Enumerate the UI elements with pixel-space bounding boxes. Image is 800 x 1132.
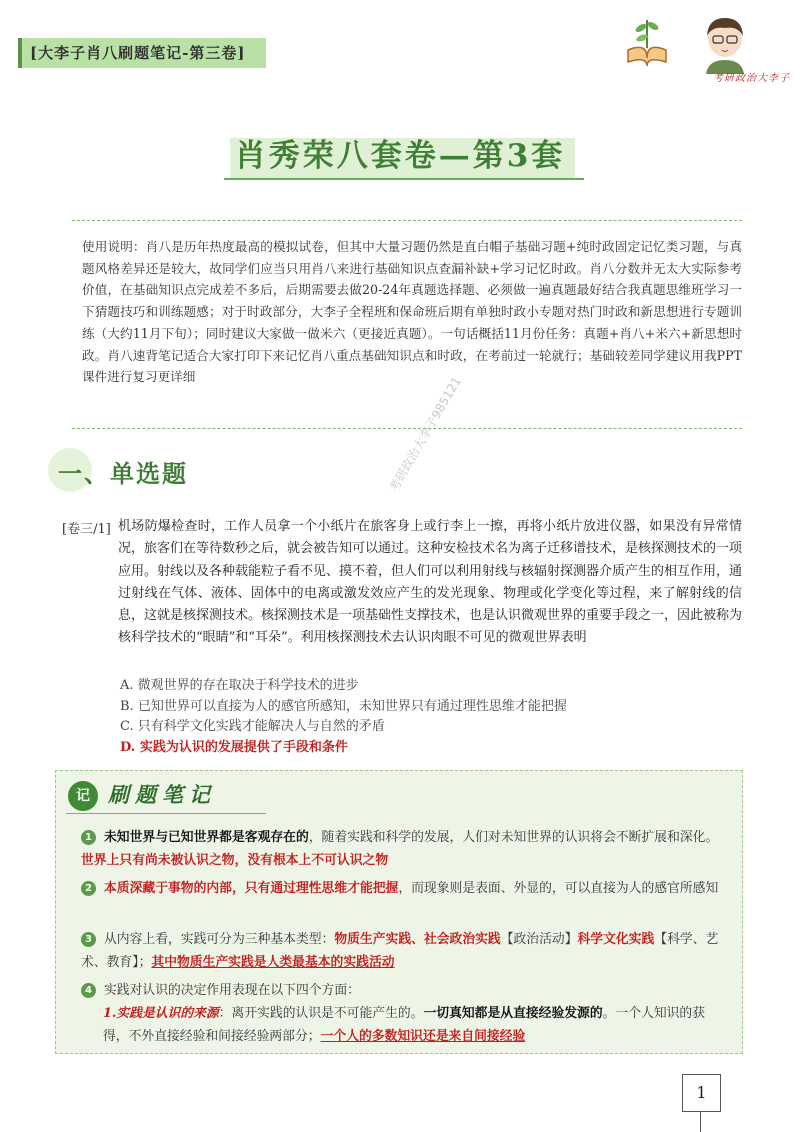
- option-b: B. 已知世界可以直接为人的感官所感知，未知世界只有通过理性思维才能把握: [120, 698, 567, 714]
- note-2-highlight: 本质深藏于事物的内部，只有通过理性思维才能把握: [104, 881, 399, 896]
- note-1-text: ，随着实践和科学的发展，人们对未知世界的认识将会不断扩展和深化。: [308, 830, 719, 845]
- note-4-text: 实践对认识的决定作用表现在以下四个方面：: [104, 983, 360, 998]
- note-item-3: [81, 929, 726, 974]
- option-c: C. 只有科学文化实践才能解决人与自然的矛盾: [120, 719, 385, 734]
- number-3-icon: 3: [81, 932, 96, 947]
- brand-logo-area: [600, 14, 790, 82]
- title-banner: [210, 120, 590, 190]
- note-item-4: [81, 980, 726, 1003]
- note-item-2: [81, 878, 726, 901]
- dashed-divider-bottom: [72, 428, 742, 429]
- question-options: [120, 676, 740, 758]
- question-text: 机场防爆检查时，工作人员拿一个小纸片在旅客身上或行李上一擦，再将小纸片放进仪器，如果没有异常情况，旅客们在等待数秒之后，就会被告知可以通过。这种安检技术名为离子迁移谱技术，是核探测技术的一项应用。射线以及各种载能粒子看不见、摸不着，但人们可以利用射线与核辐射探测器介质产生的相互作用，通过射线在气体、液体、固体中的电离或激发效应产生的发光现象、物理或化学变化等过程，来了解射线的信息，这就是核探测技术。核探测技术是一项基础性支撑技术，也是认识微观世界的重要手段之一，因此被称为核科学技术的“眼睛”和“耳朵”。利用核探测技术去认识肉眼不可见的微观世界表明: [118, 519, 743, 646]
- book-plant-logo-icon: [622, 14, 672, 68]
- option-a: A. 微观世界的存在取决于科学技术的进步: [120, 678, 359, 693]
- number-1-icon: 1: [81, 830, 96, 845]
- note-3-text: 从内容上看，实践可分为三种基本类型：: [104, 932, 335, 947]
- number-2-icon: 2: [81, 881, 96, 896]
- page-number: 1: [682, 1074, 721, 1112]
- brand-text: 考研政治大李子: [713, 73, 790, 84]
- note-2-text: ，而现象则是表面、外显的，可以直接为人的感官所感知: [398, 881, 719, 896]
- watermark: 考研政治大李子985121: [386, 374, 464, 494]
- note-3-bracket-1: 【政治活动】: [500, 932, 578, 947]
- note-3-highlight-1: 物质生产实践、社会政治实践: [334, 932, 501, 947]
- notes-badge-icon: 记: [68, 781, 98, 811]
- usage-instructions: 使用说明：肖八是历年热度最高的模拟试卷，但其中大量习题仍然是直白帽子基础习题+纯时政固定记忆类习题，与真题风格差异还是较大，故同学们应当只用肖八来进行基础知识点查漏补缺+学习记忆时政。肖八分数并无太大实际参考价值，在基础知识点完成差不多后，后期需要去做20-24年真题选择题、必须做一遍真题最好结合我真题思维班学习一下猜题技巧和训练题感；对于时政部分，大李子全程班和保命班后期有单独时政小专题对热门时政和新思想进行专题训练（大约11月下旬）；同时建议大家做一做米六（更接近真题）。一句话概括11月份任务：真题+肖八+米六+新思想时政。肖八速背笔记适合大家打印下来记忆肖八重点基础知识点和时政，在考前过一轮就行；基础较差同学建议用我PPT课件进行复习更详细: [82, 239, 742, 385]
- note-item-1: [81, 827, 726, 872]
- number-4-icon: 4: [81, 983, 96, 998]
- note-4-subtitle: 1.实践是认识的来源: [103, 1006, 219, 1021]
- note-3-highlight-2: 科学文化实践: [577, 932, 655, 947]
- note-4-body-2: 。一个人知识的获得，不外直接经验和间接经验两部分；: [103, 1006, 706, 1044]
- note-4-body: ：离开实践的认识是不可能产生的。: [218, 1006, 424, 1021]
- note-3-highlight-3: 其中物质生产实践是人类最基本的实践活动: [151, 954, 395, 970]
- option-d-answer: D. 实践为认识的发展提供了手段和条件: [120, 739, 348, 755]
- note-1-key: 未知世界与已知世界都是客观存在的: [104, 830, 309, 845]
- section-title: 一、单选题: [58, 459, 188, 488]
- note-3-bracket-2: 【科学、艺术、教育】；: [81, 932, 719, 970]
- note-4-highlight: 一个人的多数知识还是来自间接经验: [320, 1028, 526, 1044]
- title-underline: [224, 178, 584, 180]
- notes-box: [55, 770, 743, 1054]
- avatar: [698, 14, 752, 74]
- header-tag: [大李子肖八刷题笔记-第三卷]: [18, 38, 266, 68]
- dashed-divider-top: [72, 220, 742, 221]
- notes-title: 刷题笔记: [108, 782, 216, 807]
- note-1-highlight: 世界上只有尚未被认识之物，没有根本上不可认识之物: [81, 852, 389, 868]
- question-label: [卷三/1]: [62, 522, 111, 537]
- note-item-4-detail: [103, 1003, 725, 1048]
- page-title: 肖秀荣八套卷—第3套: [234, 138, 566, 174]
- notes-title-underline: [66, 813, 266, 814]
- note-4-key: 一切真知都是从直接经验发源的: [423, 1006, 603, 1021]
